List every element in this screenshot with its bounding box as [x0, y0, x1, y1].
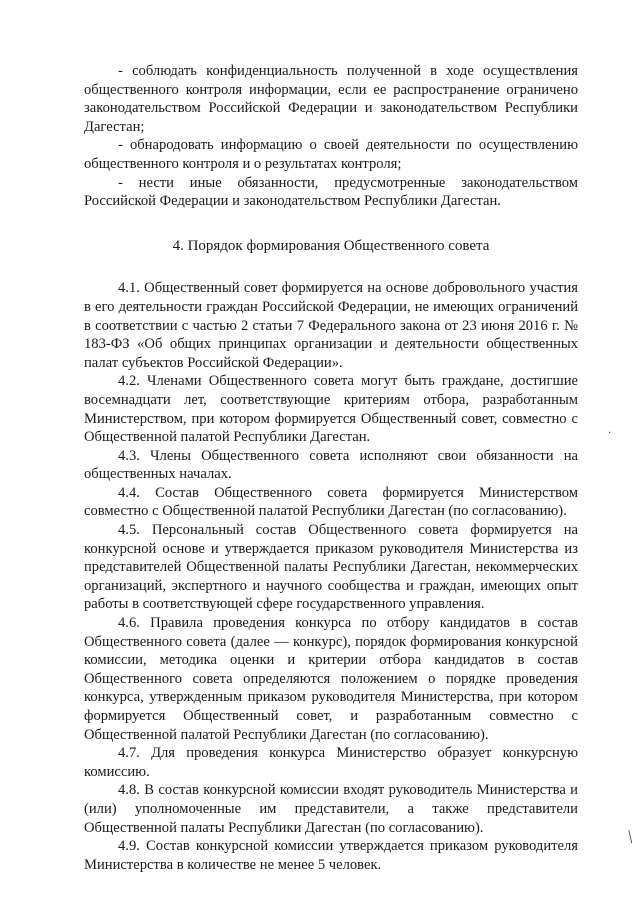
document-page: [84, 62, 578, 874]
paragraph-4-1: 4.1. Общественный совет формируется на основе добровольного участия в его деятельности граждан Российской Федерации, не имеющих ограничений в соответствии с частью 2 статьи 7 Федерального закона от 23 июня 2016 г. № 183-ФЗ «Об общих принципах организации и деятельности общественных палат субъектов Российской Федерации».: [84, 280, 578, 371]
scan-speck: ·: [608, 428, 612, 439]
paragraph-4-3: 4.3. Члены Общественного совета исполняют свои обязанности на общественных началах.: [84, 447, 578, 483]
paragraph-4-6: 4.6. Правила проведения конкурса по отбору кандидатов в состав Общественного совета (далее — конкурс), порядок формирования конкурсной комиссии, методика оценки и критерии отбора кандидатов в состав Общественного совета определяются положением о порядке проведения конкурса, утвержденным приказом руководителя Министерства, при котором формируется Общественный совет, и разработанным совместно с Общественной палатой Республики Дагестан (по согласованию).: [84, 615, 578, 743]
obligation-item: - соблюдать конфиденциальность полученной в ходе осуществления общественного контроля информации, если ее распространение ограничено законодательством Российской Федерации и законодательством Республики Дагестан;: [84, 63, 578, 135]
paragraph-4-2: 4.2. Членами Общественного совета могут быть граждане, достигшие восемнадцати лет, соответствующие критериям отбора, разработанным Министерством, при котором формируется Общественный совет, совместно с Общественной палатой Республики Дагестан.: [84, 373, 578, 446]
obligation-item: - нести иные обязанности, предусмотренные законодательством Российской Федерации и законодательством Республики Дагестан.: [84, 174, 578, 210]
paragraph-4-8: 4.8. В состав конкурсной комиссии входят руководитель Министерства и (или) уполномоченные им представители, а также представители Общественной палаты Республики Дагестан (по согласованию).: [84, 782, 578, 836]
paragraph-4-7: 4.7. Для проведения конкурса Министерство образует конкурсную комиссию.: [84, 745, 578, 780]
obligation-item: - обнародовать информацию о своей деятельности по осуществлению общественного контроля и о результатах контроля;: [84, 137, 578, 172]
paragraph-4-9: 4.9. Состав конкурсной комиссии утверждается приказом руководителя Министерства в количестве не менее 5 человек.: [84, 838, 578, 873]
paragraph-4-5: 4.5. Персональный состав Общественного совета формируется на конкурсной основе и утверждается приказом руководителя Министерства из представителей Общественной палаты Республики Дагестан, некоммерческих организаций, экспертного и научного сообщества и граждан, имеющих опыт работы в соответствующей сфере государственного управления.: [84, 522, 578, 613]
section-heading: 4. Порядок формирования Общественного совета: [172, 237, 490, 254]
paragraph-4-4: 4.4. Состав Общественного совета формируется Министерством совместно с Общественной палатой Республики Дагестан (по согласованию).: [84, 484, 578, 520]
scan-speck: ╱: [625, 831, 637, 844]
